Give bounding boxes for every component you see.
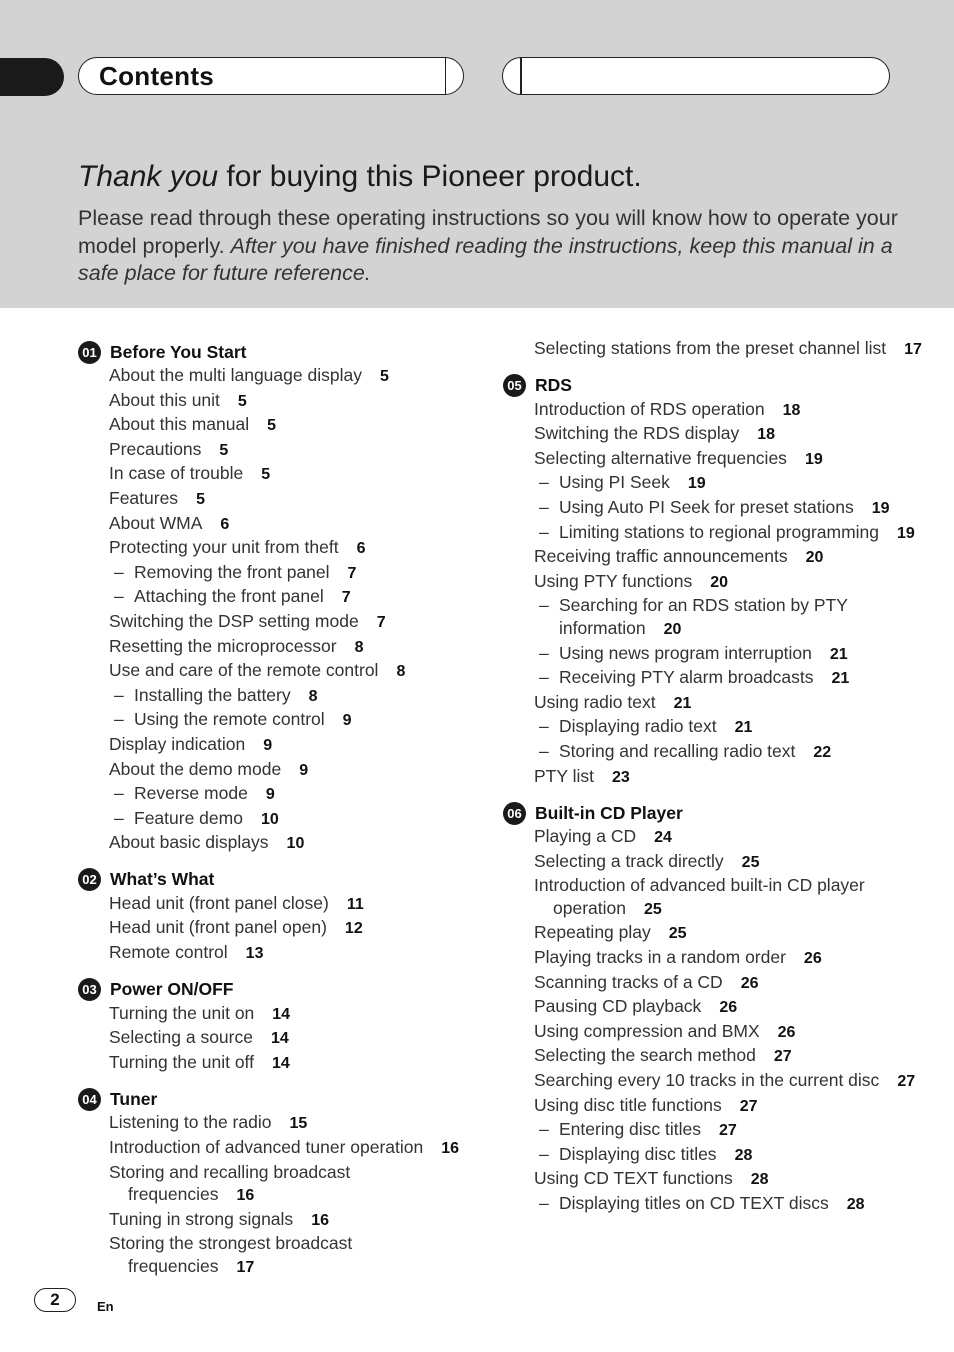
toc-entry[interactable] — [109, 487, 478, 512]
headline-italic: Thank you — [78, 160, 219, 193]
entry-page-number: 8 — [308, 687, 318, 705]
dash-marker: – — [539, 521, 549, 542]
entry-label: Storing and recalling broadcast frequencies — [109, 1161, 351, 1205]
dash-marker: – — [114, 561, 124, 582]
entry-page-number: 17 — [904, 341, 922, 358]
toc-entry[interactable] — [534, 995, 923, 1020]
toc-subentry[interactable] — [539, 715, 923, 740]
entry-page-number: 18 — [782, 401, 801, 419]
tab-divider — [445, 57, 447, 95]
section-heading — [78, 978, 478, 1002]
entry-page-number: 17 — [236, 1259, 255, 1276]
toc-entry[interactable] — [109, 536, 478, 561]
entry-label: Switching the RDS display — [534, 423, 740, 444]
entry-label: Introduction of advanced tuner operation — [109, 1137, 424, 1158]
entry-label: Displaying titles on CD TEXT discs — [559, 1193, 829, 1213]
entry-page-number: 18 — [757, 426, 776, 444]
toc-entry[interactable] — [109, 892, 478, 917]
entry-label: Removing the front panel — [134, 561, 330, 582]
toc-entry[interactable] — [109, 1161, 478, 1208]
dash-marker: – — [539, 595, 549, 616]
toc-entry[interactable] — [109, 512, 478, 537]
entry-page-number: 21 — [831, 670, 850, 688]
intro-text — [78, 205, 898, 288]
toc-entry[interactable] — [534, 422, 923, 447]
entry-label: Using Auto PI Seek for preset stations — [559, 496, 854, 517]
entry-page-number: 8 — [354, 638, 364, 656]
entry-page-number: 21 — [734, 719, 753, 737]
toc-subentry[interactable] — [114, 708, 478, 733]
entry-label: Introduction of advanced built-in CD player operation — [534, 875, 865, 918]
entry-page-number: 5 — [196, 490, 205, 508]
entry-page-number: 11 — [346, 895, 364, 913]
toc-entry[interactable] — [109, 733, 478, 758]
entry-label: Feature demo — [134, 807, 243, 828]
entry-page-number: 7 — [341, 589, 351, 607]
section-title: Before You Start — [110, 341, 247, 362]
entry-page-number: 26 — [740, 974, 759, 992]
toc-subentry[interactable] — [539, 594, 923, 641]
entry-label: Playing a CD — [534, 826, 637, 847]
entry-label: Searching for an RDS station by PTY information — [559, 595, 848, 638]
toc-entry[interactable] — [534, 1094, 923, 1119]
entry-label: Selecting alternative frequencies — [534, 447, 787, 468]
toc-subentry[interactable] — [539, 496, 923, 521]
entry-label: Storing the strongest broadcast frequencies — [109, 1233, 353, 1276]
entry-label: About basic displays — [109, 832, 269, 853]
entry-page-number: 16 — [311, 1211, 329, 1229]
entry-label: Entering disc titles — [559, 1119, 702, 1140]
entry-label: Using the remote control — [134, 709, 325, 730]
entry-page-number: 27 — [773, 1048, 792, 1066]
toc-subentry[interactable] — [114, 585, 478, 610]
entry-label: About the multi language display — [109, 365, 362, 385]
entry-page-number: 26 — [777, 1023, 796, 1041]
dash-marker: – — [114, 783, 124, 804]
toc-left-column — [78, 340, 478, 1280]
entry-label: Installing the battery — [134, 684, 291, 705]
entry-page-number: 25 — [668, 925, 687, 943]
entry-label: Introduction of RDS operation — [534, 398, 765, 419]
toc-entry[interactable] — [109, 1232, 478, 1279]
entry-page-number: 19 — [687, 475, 706, 493]
entry-page-number: 19 — [871, 499, 890, 517]
entry-label: Playing tracks in a random order — [534, 947, 786, 968]
section-heading — [503, 374, 923, 398]
toc-entry[interactable] — [534, 850, 923, 875]
toc-entry[interactable] — [109, 916, 478, 941]
section-number-badge: 05 — [503, 374, 526, 397]
entry-label: Using compression and BMX — [534, 1020, 760, 1041]
entry-page-number: 28 — [846, 1196, 865, 1213]
toc-subentry[interactable] — [539, 1143, 923, 1168]
toc-entry[interactable] — [109, 1136, 478, 1161]
contents-title: Contents — [99, 61, 215, 91]
toc-entry[interactable] — [109, 389, 478, 414]
section-heading — [78, 340, 478, 364]
section-title: RDS — [535, 375, 572, 396]
entry-label: Using radio text — [534, 691, 656, 712]
entry-label: Switching the DSP setting mode — [109, 610, 359, 631]
toc-entry[interactable] — [109, 831, 478, 856]
header-band — [0, 0, 954, 308]
page-number: 2 — [34, 1288, 76, 1312]
toc-entry[interactable] — [109, 1111, 478, 1136]
entry-label: Scanning tracks of a CD — [534, 971, 723, 992]
entry-page-number: 6 — [220, 515, 230, 533]
entry-label: Head unit (front panel close) — [109, 892, 329, 913]
toc-entry[interactable] — [109, 635, 478, 660]
section-heading — [503, 801, 923, 825]
toc-entry[interactable] — [109, 610, 478, 635]
entry-page-number: 9 — [263, 736, 273, 754]
entry-page-number: 21 — [673, 694, 692, 712]
intro-italic: After you have finished reading the instructions, keep this manual in a safe place for future reference. — [78, 233, 893, 285]
entry-label: Tuning in strong signals — [109, 1208, 294, 1229]
contents-tab — [78, 57, 464, 95]
section-title: Tuner — [110, 1088, 158, 1109]
toc-subentry[interactable] — [539, 1118, 923, 1143]
toc-entry[interactable] — [109, 758, 478, 783]
blank-tab — [502, 57, 890, 95]
entry-label: Receiving PTY alarm broadcasts — [559, 667, 814, 688]
entry-label: Using PI Seek — [559, 472, 670, 493]
entry-page-number: 14 — [270, 1030, 289, 1048]
section-number-badge: 04 — [78, 1088, 101, 1111]
entry-label: Reverse mode — [134, 783, 248, 804]
language-code: En — [97, 1299, 114, 1314]
headline-rest: for buying this Pioneer product. — [218, 160, 642, 193]
entry-label: Using CD TEXT functions — [534, 1168, 733, 1189]
toc-right-column — [503, 337, 923, 1217]
entry-page-number: 14 — [271, 1054, 290, 1072]
toc-entry[interactable] — [534, 1069, 923, 1094]
entry-label: Resetting the microprocessor — [109, 635, 337, 656]
entry-label: About the demo mode — [109, 758, 282, 779]
entry-page-number: 10 — [286, 835, 305, 853]
entry-page-number: 28 — [750, 1171, 769, 1189]
entry-label: Searching every 10 tracks in the current disc — [534, 1070, 880, 1091]
toc-subentry[interactable] — [114, 782, 478, 807]
toc-entry[interactable] — [109, 659, 478, 684]
entry-label: About this manual — [109, 414, 250, 435]
toc-entry[interactable] — [534, 691, 923, 716]
dash-marker: – — [539, 716, 549, 737]
entry-page-number: 28 — [734, 1146, 753, 1164]
section-heading — [78, 868, 478, 892]
toc-entry[interactable] — [109, 462, 478, 487]
section-number-badge: 02 — [78, 868, 101, 891]
entry-label: Pausing CD playback — [534, 996, 702, 1017]
entry-page-number: 16 — [236, 1187, 255, 1205]
entry-page-number: 19 — [804, 450, 823, 468]
entry-label: About WMA — [109, 512, 203, 533]
dash-marker: – — [114, 684, 124, 705]
entry-page-number: 12 — [344, 920, 363, 938]
entry-label: Using PTY functions — [534, 570, 693, 591]
dash-marker: – — [114, 586, 124, 607]
entry-page-number: 15 — [289, 1115, 308, 1133]
entry-page-number: 8 — [396, 663, 406, 681]
entry-label: Selecting a track directly — [534, 850, 724, 871]
entry-page-number: 13 — [245, 945, 264, 963]
toc-entry[interactable] — [534, 825, 923, 850]
entry-label: Using disc title functions — [534, 1094, 722, 1115]
entry-label: Listening to the radio — [109, 1112, 272, 1133]
toc-entry[interactable] — [109, 1026, 478, 1051]
entry-label: Storing and recalling radio text — [559, 740, 796, 761]
entry-label: Head unit (front panel open) — [109, 917, 327, 938]
entry-page-number: 16 — [441, 1140, 460, 1158]
toc-subentry[interactable] — [114, 684, 478, 709]
entry-label: Repeating play — [534, 922, 651, 943]
toc-entry[interactable] — [534, 946, 923, 971]
entry-label: Precautions — [109, 438, 202, 459]
entry-label: Turning the unit off — [109, 1051, 254, 1072]
dash-marker: – — [539, 642, 549, 663]
toc-entry[interactable] — [109, 1002, 478, 1027]
entry-label: Limiting stations to regional programming — [559, 521, 880, 542]
section-number-badge: 01 — [78, 341, 101, 364]
entry-page-number: 5 — [261, 466, 271, 484]
entry-page-number: 20 — [710, 573, 729, 591]
toc-entry[interactable] — [109, 1051, 478, 1076]
toc-entry[interactable] — [534, 971, 923, 996]
entry-page-number: 27 — [897, 1073, 916, 1091]
toc-entry[interactable] — [534, 1044, 923, 1069]
entry-page-number: 26 — [803, 950, 822, 968]
entry-page-number: 21 — [829, 645, 848, 663]
toc-subentry[interactable] — [539, 666, 923, 691]
toc-entry[interactable] — [534, 447, 923, 472]
entry-page-number: 20 — [663, 620, 682, 638]
entry-label: Displaying radio text — [559, 716, 717, 737]
entry-page-number: 27 — [739, 1097, 758, 1115]
toc-entry[interactable] — [109, 1208, 478, 1233]
toc-entry[interactable] — [534, 337, 923, 362]
intro-normal: Please read through these operating instructions so you will know how to operate your model properly. — [78, 206, 898, 258]
dash-marker: – — [539, 667, 549, 688]
toc-subentry[interactable] — [539, 471, 923, 496]
entry-page-number: 14 — [272, 1005, 291, 1023]
section-title: What’s What — [110, 869, 215, 890]
entry-page-number: 6 — [356, 540, 366, 558]
entry-page-number: 22 — [813, 743, 832, 761]
toc-entry[interactable] — [534, 570, 923, 595]
entry-page-number: 7 — [347, 564, 357, 582]
entry-label: Receiving traffic announcements — [534, 546, 788, 567]
toc-subentry[interactable] — [539, 642, 923, 667]
entry-page-number: 24 — [654, 829, 672, 847]
entry-label: In case of trouble — [109, 463, 244, 484]
entry-label: Displaying disc titles — [559, 1143, 717, 1164]
entry-label: Remote control — [109, 942, 228, 963]
dash-marker: – — [539, 472, 549, 493]
entry-page-number: 9 — [265, 786, 275, 804]
toc-entry[interactable] — [534, 1020, 923, 1045]
entry-page-number: 19 — [897, 524, 915, 542]
entry-page-number: 5 — [237, 392, 247, 410]
dash-marker: – — [539, 740, 549, 761]
entry-label: Selecting the search method — [534, 1045, 756, 1066]
section-title: Built-in CD Player — [535, 802, 683, 823]
entry-page-number: 23 — [611, 768, 630, 786]
toc-subentry[interactable] — [539, 740, 923, 765]
entry-page-number: 27 — [719, 1122, 737, 1140]
toc-subentry[interactable] — [539, 1192, 923, 1217]
dash-marker: – — [114, 709, 124, 730]
toc-subentry[interactable] — [114, 561, 478, 586]
entry-page-number: 20 — [805, 549, 824, 567]
section-number-badge: 06 — [503, 802, 526, 825]
entry-label: Use and care of the remote control — [109, 660, 379, 681]
entry-label: Attaching the front panel — [134, 586, 324, 607]
section-number-badge: 03 — [78, 978, 101, 1001]
toc-entry[interactable] — [534, 1167, 923, 1192]
entry-page-number: 7 — [376, 613, 386, 631]
tab-divider — [520, 57, 522, 95]
entry-label: Protecting your unit from theft — [109, 537, 339, 558]
entry-label: Turning the unit on — [109, 1002, 255, 1023]
headline — [78, 160, 642, 194]
entry-label: About this unit — [109, 389, 220, 410]
dash-marker: – — [539, 496, 549, 517]
entry-page-number: 5 — [379, 368, 389, 385]
toc-entry[interactable] — [109, 941, 478, 966]
entry-page-number: 5 — [267, 417, 276, 435]
toc-entry[interactable] — [534, 874, 923, 921]
dash-marker: – — [539, 1119, 549, 1140]
toc-entry[interactable] — [109, 413, 478, 438]
entry-label: Selecting stations from the preset channel list — [534, 338, 887, 358]
entry-page-number: 25 — [741, 853, 760, 871]
section-heading — [78, 1087, 478, 1111]
dash-marker: – — [539, 1193, 549, 1213]
section-title: Power ON/OFF — [110, 979, 234, 1000]
toc-entry[interactable] — [109, 438, 478, 463]
entry-page-number: 9 — [342, 712, 352, 730]
toc-subentry[interactable] — [539, 521, 923, 546]
toc-entry[interactable] — [534, 398, 923, 423]
entry-label: Selecting a source — [109, 1027, 253, 1048]
entry-label: Using news program interruption — [559, 642, 812, 663]
toc-entry[interactable] — [109, 364, 478, 389]
dash-marker: – — [539, 1143, 549, 1164]
toc-entry[interactable] — [534, 765, 923, 790]
entry-page-number: 10 — [260, 810, 279, 828]
section-marker — [0, 58, 64, 96]
dash-marker: – — [114, 807, 124, 828]
toc-subentry[interactable] — [114, 807, 478, 832]
entry-page-number: 9 — [299, 761, 309, 779]
entry-page-number: 26 — [719, 999, 738, 1017]
entry-label: Features — [109, 487, 179, 508]
entry-label: Display indication — [109, 733, 246, 754]
toc-entry[interactable] — [534, 921, 923, 946]
entry-label: PTY list — [534, 765, 594, 786]
toc-entry[interactable] — [534, 545, 923, 570]
entry-page-number: 25 — [643, 900, 662, 918]
entry-page-number: 5 — [219, 441, 229, 459]
